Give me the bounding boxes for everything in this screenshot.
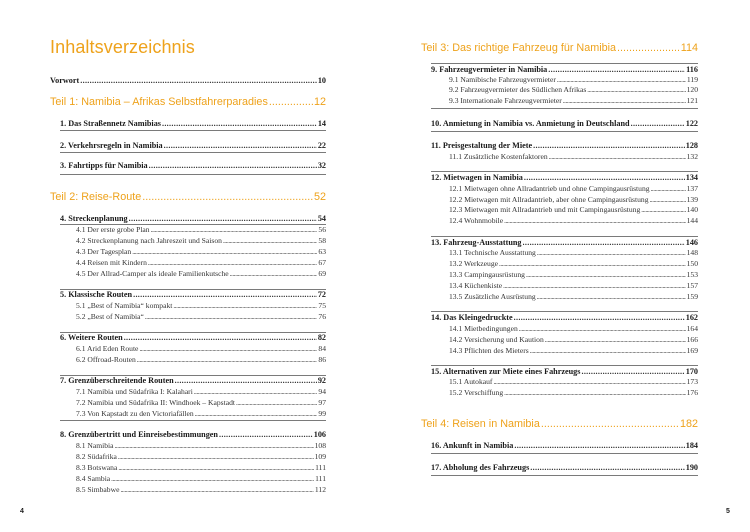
toc-page-number: 137 — [686, 184, 698, 193]
toc-page-number: 72 — [317, 290, 326, 299]
toc-subsection-entry — [76, 475, 326, 483]
page-title: Inhaltsverzeichnis — [50, 37, 195, 57]
dot-leader — [651, 185, 686, 193]
toc-subsection-entry — [449, 378, 698, 386]
section-divider — [431, 131, 698, 132]
toc-entry-label: 14.3 Pflichten des Mieters — [449, 346, 529, 355]
dot-leader — [129, 215, 317, 223]
page-number-left: 4 — [20, 508, 24, 515]
toc-chapter-entry — [60, 215, 326, 223]
toc-page-number: 116 — [686, 65, 698, 74]
dot-leader — [230, 270, 318, 278]
toc-entry-label: 7.2 Namibia und Südafrika II: Windhoek – Kapstadt — [76, 398, 235, 407]
toc-subsection-entry — [449, 153, 698, 161]
section-divider — [431, 311, 698, 312]
toc-entry-label: 10. Anmietung in Namibia vs. Anmietung in Deutschland — [431, 119, 630, 128]
toc-entry-label: 7.1 Namibia und Südafrika I: Kalahari — [76, 387, 193, 396]
toc-subsection-entry — [76, 226, 326, 234]
dot-leader — [142, 192, 313, 203]
dot-leader — [223, 237, 317, 245]
dot-leader — [145, 313, 318, 321]
toc-entry-label: 4.1 Der erste grobe Plan — [76, 225, 150, 234]
dot-leader — [132, 248, 317, 256]
toc-entry-label: 9.1 Namibische Fahrzeugvermieter — [449, 75, 556, 84]
toc-entry-label: 13. Fahrzeug-Ausstattung — [431, 238, 522, 247]
section-divider — [60, 289, 326, 290]
dot-leader — [118, 464, 314, 472]
dot-leader — [526, 271, 686, 279]
dot-leader — [120, 486, 313, 494]
toc-entry-label: 15. Alternativen zur Miete eines Fahrzeugs — [431, 367, 581, 376]
toc-page-number: 157 — [686, 281, 698, 290]
toc-entry-label: 2. Verkehrsregeln in Namibia — [60, 141, 163, 150]
dot-leader — [617, 43, 680, 54]
toc-page-number: 97 — [318, 398, 326, 407]
toc-page-number: 184 — [685, 441, 698, 450]
toc-chapter-entry — [431, 442, 698, 450]
dot-leader — [514, 314, 685, 322]
toc-page-number: 99 — [318, 409, 326, 418]
toc-chapter-entry — [60, 162, 326, 170]
toc-page-number: 176 — [686, 388, 698, 397]
toc-entry-label: Teil 1: Namibia – Afrikas Selbstfahrerparadies — [50, 96, 268, 108]
toc-entry-label: 14. Das Kleingedruckte — [431, 313, 513, 322]
dot-leader — [641, 206, 685, 214]
toc-entry-label: 12.3 Mietwagen mit Allradantrieb und mit Campingausrüstung — [449, 205, 641, 214]
toc-entry-label: 11. Preisgestaltung der Miete — [431, 141, 533, 150]
toc-page-number: 159 — [686, 292, 698, 301]
section-divider — [431, 63, 698, 64]
dot-leader — [587, 86, 685, 94]
toc-subsection-entry — [449, 293, 698, 301]
toc-entry-label: 5.1 „Best of Namibia“ kompakt — [76, 301, 173, 310]
dot-leader — [549, 153, 686, 161]
toc-entry-label: 7. Grenzüberschreitende Routen — [60, 376, 174, 385]
toc-entry-label: 14.1 Mietbedingungen — [449, 324, 518, 333]
dot-leader — [545, 336, 686, 344]
toc-subsection-entry — [76, 345, 326, 353]
dot-leader — [524, 174, 685, 182]
toc-page-number: 58 — [318, 236, 326, 245]
toc-chapter-entry — [431, 368, 698, 376]
toc-subsection-entry — [76, 356, 326, 364]
section-divider — [431, 171, 698, 172]
dot-leader — [530, 464, 684, 472]
dot-leader — [133, 291, 317, 299]
toc-entry-label: 4. Streckenplanung — [60, 214, 128, 223]
toc-page-number: 121 — [686, 96, 698, 105]
section-divider — [431, 236, 698, 237]
toc-entry-label: 4.2 Streckenplanung nach Jahreszeit und Saison — [76, 236, 222, 245]
dot-leader — [164, 142, 317, 150]
dot-leader — [514, 442, 684, 450]
toc-entry-label: 9. Fahrzeugvermieter in Namibia — [431, 65, 548, 74]
toc-page-number: 56 — [318, 225, 326, 234]
toc-chapter-entry — [50, 77, 326, 85]
toc-chapter-entry — [60, 120, 326, 128]
toc-subsection-entry — [449, 347, 698, 355]
dot-leader — [151, 226, 318, 234]
toc-page-number: 92 — [317, 376, 326, 385]
toc-entry-label: 8.4 Sambia — [76, 474, 111, 483]
section-divider — [60, 375, 326, 376]
toc-entry-label: 1. Das Straßennetz Namibias — [60, 119, 161, 128]
toc-page-number: 128 — [685, 141, 698, 150]
toc-page-number: 170 — [685, 367, 698, 376]
toc-subsection-entry — [449, 206, 698, 214]
dot-leader — [533, 142, 685, 150]
toc-subsection-entry — [449, 389, 698, 397]
toc-entry-label: 12.4 Wohnmobile — [449, 216, 504, 225]
section-divider — [431, 365, 698, 366]
toc-entry-label: Teil 3: Das richtige Fahrzeug für Namibia — [421, 42, 617, 54]
toc-page-number: 153 — [686, 270, 698, 279]
toc-page-number: 139 — [686, 195, 698, 204]
toc-entry-label: 13.4 Küchenkiste — [449, 281, 503, 290]
toc-entry-label: 5.2 „Best of Namibia“ — [76, 312, 144, 321]
toc-page-number: 120 — [686, 85, 698, 94]
toc-entry-label: Teil 4: Reisen in Namibia — [421, 418, 540, 430]
dot-leader — [631, 120, 685, 128]
toc-page-number: 82 — [317, 333, 326, 342]
toc-subsection-entry — [449, 86, 698, 94]
toc-entry-label: 7.3 Von Kapstadt zu den Victoriafällen — [76, 409, 194, 418]
toc-subsection-entry — [76, 237, 326, 245]
dot-leader — [175, 377, 317, 385]
toc-subsection-entry — [76, 453, 326, 461]
dot-leader — [115, 442, 314, 450]
toc-entry-label: 17. Abholung des Fahrzeugs — [431, 463, 530, 472]
toc-entry-label: 12.2 Mietwagen mit Allradantrieb, aber ohne Campingausrüstung — [449, 195, 649, 204]
toc-subsection-entry — [76, 399, 326, 407]
dot-leader — [80, 77, 317, 85]
toc-entry-label: 4.4 Reisen mit Kindern — [76, 258, 147, 267]
toc-page-number: 190 — [685, 463, 698, 472]
toc-entry-label: 6. Weitere Routen — [60, 333, 123, 342]
toc-entry-label: 12. Mietwagen in Namibia — [431, 173, 523, 182]
toc-chapter-entry — [431, 314, 698, 322]
toc-subsection-entry — [76, 302, 326, 310]
toc-chapter-entry — [431, 142, 698, 150]
toc-chapter-entry — [431, 174, 698, 182]
toc-page-number: 146 — [685, 238, 698, 247]
toc-page-number: 32 — [317, 161, 326, 170]
toc-entry-label: 5. Klassische Routen — [60, 290, 133, 299]
toc-page-number: 119 — [686, 75, 698, 84]
dot-leader — [149, 162, 317, 170]
toc-entry-label: 13.2 Werkzeuge — [449, 259, 499, 268]
toc-entry-label: 15.2 Verschiffung — [449, 388, 504, 397]
toc-subsection-entry — [449, 217, 698, 225]
toc-chapter-entry — [431, 120, 698, 128]
toc-page-number: 164 — [686, 324, 698, 333]
toc-chapter-entry — [60, 334, 326, 342]
dot-leader — [269, 97, 313, 108]
dot-leader — [137, 356, 318, 364]
toc-page-number: 106 — [313, 430, 326, 439]
section-divider — [431, 475, 698, 476]
dot-leader — [563, 97, 686, 105]
toc-page-number: 12 — [313, 96, 326, 108]
toc-chapter-entry — [431, 66, 698, 74]
toc-page-number: 111 — [315, 474, 326, 483]
toc-page-number: 108 — [314, 441, 326, 450]
toc-entry-label: 16. Ankunft in Namibia — [431, 441, 514, 450]
section-divider — [60, 224, 326, 225]
toc-page-number: 94 — [318, 387, 326, 396]
toc-chapter-entry — [60, 291, 326, 299]
toc-entry-label: 3. Fahrtipps für Namibia — [60, 161, 148, 170]
dot-leader — [236, 399, 317, 407]
toc-subsection-entry — [76, 388, 326, 396]
toc-page-number: 76 — [318, 312, 326, 321]
section-divider — [431, 453, 698, 454]
toc-page-number: 111 — [315, 463, 326, 472]
toc-page-number: 140 — [686, 205, 698, 214]
toc-page-number: 134 — [685, 173, 698, 182]
toc-page-number: 10 — [317, 76, 326, 85]
toc-page-number: 169 — [686, 346, 698, 355]
toc-page-number: 173 — [686, 377, 698, 386]
toc-subsection-entry — [449, 325, 698, 333]
dot-leader — [148, 259, 318, 267]
toc-subsection-entry — [449, 196, 698, 204]
toc-entry-label: 13.1 Technische Ausstattung — [449, 248, 536, 257]
toc-entry-label: 13.5 Zusätzliche Ausrüstung — [449, 292, 536, 301]
toc-page-number: 150 — [686, 259, 698, 268]
toc-chapter-entry — [60, 377, 326, 385]
dot-leader — [537, 249, 686, 257]
dot-leader — [504, 389, 685, 397]
dot-leader — [194, 388, 318, 396]
toc-chapter-entry — [60, 431, 326, 439]
toc-entry-label: 8.1 Namibia — [76, 441, 114, 450]
toc-page-number: 67 — [318, 258, 326, 267]
toc-subsection-entry — [76, 486, 326, 494]
toc-subsection-entry — [449, 282, 698, 290]
toc-chapter-entry — [431, 239, 698, 247]
dot-leader — [581, 368, 684, 376]
dot-leader — [111, 475, 314, 483]
dot-leader — [219, 431, 313, 439]
section-divider — [431, 108, 698, 109]
toc-entry-label: 15.1 Autokauf — [449, 377, 493, 386]
toc-entry-label: 6.2 Offroad-Routen — [76, 355, 136, 364]
toc-subsection-entry — [76, 259, 326, 267]
dot-leader — [519, 325, 686, 333]
dot-leader — [499, 260, 686, 268]
toc-page-number: 114 — [680, 42, 698, 54]
toc-entry-label: Vorwort — [50, 76, 80, 85]
toc-page-number: 162 — [685, 313, 698, 322]
section-divider — [60, 152, 326, 153]
toc-page-number: 86 — [318, 355, 326, 364]
toc-page-number: 14 — [317, 119, 326, 128]
toc-subsection-entry — [449, 185, 698, 193]
dot-leader — [124, 334, 317, 342]
toc-page-number: 166 — [686, 335, 698, 344]
toc-entry-label: 9.2 Fahrzeugvermieter des Südlichen Afrikas — [449, 85, 587, 94]
toc-subsection-entry — [449, 336, 698, 344]
toc-part-heading — [421, 43, 698, 54]
dot-leader — [173, 302, 317, 310]
toc-subsection-entry — [76, 313, 326, 321]
toc-entry-label: 8.2 Südafrika — [76, 452, 117, 461]
toc-page-number: 112 — [314, 485, 326, 494]
toc-entry-label: 13.3 Campingausrüstung — [449, 270, 525, 279]
dot-leader — [504, 217, 686, 225]
dot-leader — [650, 196, 686, 204]
toc-page-number: 182 — [679, 418, 698, 430]
page-number-right: 5 — [726, 508, 730, 515]
toc-entry-label: 6.1 Arid Eden Route — [76, 344, 139, 353]
dot-leader — [530, 347, 686, 355]
right-page — [375, 0, 750, 532]
toc-entry-label: 11.1 Zusätzliche Kostenfaktoren — [449, 152, 548, 161]
toc-subsection-entry — [449, 97, 698, 105]
dot-leader — [195, 410, 318, 418]
dot-leader — [548, 66, 685, 74]
dot-leader — [503, 282, 685, 290]
toc-chapter-entry — [431, 464, 698, 472]
toc-entry-label: 12.1 Mietwagen ohne Allradantrieb und ohne Campingausrüstung — [449, 184, 650, 193]
toc-entry-label: 8.3 Botswana — [76, 463, 118, 472]
toc-part-heading — [50, 192, 326, 203]
toc-page-number: 122 — [685, 119, 698, 128]
section-divider — [60, 332, 326, 333]
toc-subsection-entry — [76, 248, 326, 256]
dot-leader — [139, 345, 317, 353]
toc-page-number: 132 — [686, 152, 698, 161]
toc-page-number: 75 — [318, 301, 326, 310]
toc-entry-label: 4.3 Der Tagesplan — [76, 247, 132, 256]
toc-part-heading — [50, 97, 326, 108]
toc-entry-label: 8.5 Simbabwe — [76, 485, 120, 494]
toc-entry-label: 4.5 Der Allrad-Camper als ideale Familienkutsche — [76, 269, 229, 278]
dot-leader — [537, 293, 686, 301]
section-divider — [60, 420, 326, 421]
toc-page-number: 69 — [318, 269, 326, 278]
toc-part-heading — [421, 419, 698, 430]
toc-page-number: 63 — [318, 247, 326, 256]
dot-leader — [118, 453, 314, 461]
dot-leader — [557, 76, 686, 84]
dot-leader — [162, 120, 317, 128]
toc-subsection-entry — [449, 76, 698, 84]
toc-subsection-entry — [449, 249, 698, 257]
toc-subsection-entry — [76, 410, 326, 418]
toc-subsection-entry — [76, 464, 326, 472]
toc-entry-label: 9.3 Internationale Fahrzeugvermieter — [449, 96, 562, 105]
toc-page-number: 22 — [317, 141, 326, 150]
toc-subsection-entry — [449, 260, 698, 268]
toc-entry-label: 14.2 Versicherung und Kaution — [449, 335, 544, 344]
section-divider — [60, 130, 326, 131]
toc-page-number: 52 — [313, 191, 326, 203]
toc-subsection-entry — [76, 270, 326, 278]
toc-subsection-entry — [76, 442, 326, 450]
toc-page-number: 144 — [686, 216, 698, 225]
toc-page-number: 84 — [318, 344, 326, 353]
toc-page-number: 148 — [686, 248, 698, 257]
toc-entry-label: Teil 2: Reise-Route — [50, 191, 142, 203]
toc-chapter-entry — [60, 142, 326, 150]
dot-leader — [493, 378, 685, 386]
toc-subsection-entry — [449, 271, 698, 279]
section-divider — [60, 174, 326, 175]
toc-entry-label: 8. Grenzübertritt und Einreisebestimmungen — [60, 430, 218, 439]
dot-leader — [523, 239, 685, 247]
toc-page-number: 109 — [314, 452, 326, 461]
dot-leader — [541, 419, 679, 430]
toc-page-number: 54 — [317, 214, 326, 223]
